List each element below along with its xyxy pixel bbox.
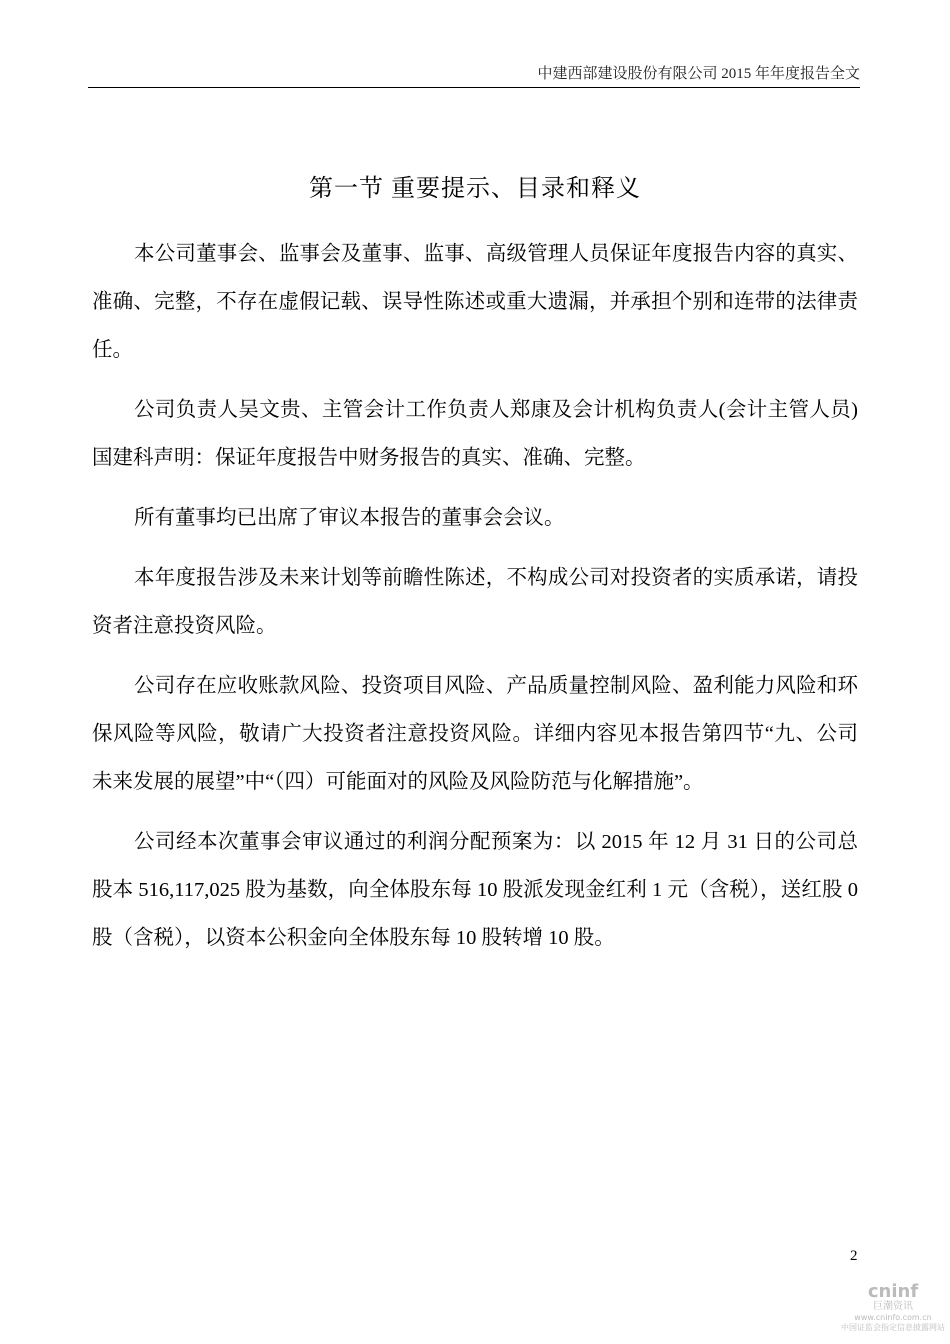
paragraph-board-guarantee: 本公司董事会、监事会及董事、监事、高级管理人员保证年度报告内容的真实、准确、完整，不存在虚假记载、误导性陈述或重大遗漏，并承担个别和连带的法律责任。 [92,243,858,361]
paragraph-profit-distribution: 公司经本次董事会审议通过的利润分配预案为：以 2015 年 12 月 31 日的公司总股本 516,117,025 股为基数，向全体股东每 10 股派发现金红利 1 元（含税），送红股 0 股（含税），以资本公积金向全体股东每 10 股转增 10 股。 [92,831,858,949]
paragraph-attendance: 所有董事均已出席了审议本报告的董事会会议。 [134,507,565,529]
section-title: 第一节 重要提示、目录和释义 [309,176,641,203]
paragraph-risks: 公司存在应收账款风险、投资项目风险、产品质量控制风险、盈利能力风险和环保风险等风险，敬请广大投资者注意投资风险。详细内容见本报告第四节“九、公司未来发展的展望”中“（四）可能面对的风险及风险防范与化解措施”。 [92,675,858,793]
logo-brand: cninf [867,1281,919,1302]
page-number: 2 [850,1248,858,1264]
logo-subtitle: 中国证监会指定信息披露网站 [841,1323,945,1332]
paragraph-responsible-persons: 公司负责人吴文贵、主管会计工作负责人郑康及会计机构负责人(会计主管人员)国建科声明：保证年度报告中财务报告的真实、准确、完整。 [92,399,858,469]
logo-url: www.cninfo.com.cn [854,1313,932,1322]
document-body [92,230,858,974]
cninfo-watermark-logo [838,1283,948,1333]
logo-name-cn: 巨潮资讯 [873,1301,913,1312]
running-header: 中建西部建设股份有限公司 2015 年年度报告全文 [88,62,860,88]
paragraph-forward-looking: 本年度报告涉及未来计划等前瞻性陈述，不构成公司对投资者的实质承诺，请投资者注意投资风险。 [92,567,858,637]
